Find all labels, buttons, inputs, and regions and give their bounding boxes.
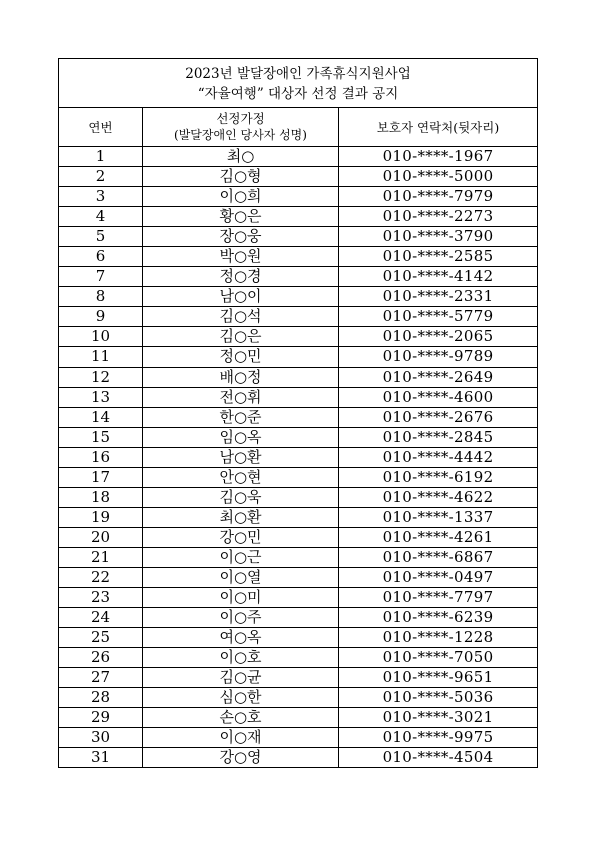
guardian-phone: 010-****-7050 xyxy=(339,648,538,668)
row-number: 6 xyxy=(59,247,143,267)
guardian-phone: 010-****-9651 xyxy=(339,668,538,688)
row-number: 4 xyxy=(59,207,143,227)
table-row xyxy=(59,227,538,247)
header-family-sublabel: (발달장애인 당사자 성명) xyxy=(174,128,307,142)
table-row xyxy=(59,608,538,628)
guardian-phone: 010-****-3790 xyxy=(339,227,538,247)
guardian-phone: 010-****-3021 xyxy=(339,708,538,728)
header-family-label: 선정가정 xyxy=(216,111,265,126)
row-number: 18 xyxy=(59,487,143,507)
table-row xyxy=(59,507,538,527)
table-row xyxy=(59,347,538,367)
family-name: 배○정 xyxy=(143,367,339,387)
family-name: 남○이 xyxy=(143,287,339,307)
guardian-phone: 010-****-2065 xyxy=(339,327,538,347)
family-name: 이○주 xyxy=(143,608,339,628)
family-name: 박○원 xyxy=(143,247,339,267)
guardian-phone: 010-****-4504 xyxy=(339,748,538,768)
guardian-phone: 010-****-2273 xyxy=(339,207,538,227)
table-row xyxy=(59,187,538,207)
row-number: 8 xyxy=(59,287,143,307)
notice-document xyxy=(58,58,537,768)
guardian-phone: 010-****-7979 xyxy=(339,187,538,207)
document-title xyxy=(59,59,538,108)
row-number: 31 xyxy=(59,748,143,768)
row-number: 29 xyxy=(59,708,143,728)
guardian-phone: 010-****-0497 xyxy=(339,567,538,587)
family-name: 남○환 xyxy=(143,447,339,467)
table-row xyxy=(59,307,538,327)
row-number: 28 xyxy=(59,688,143,708)
row-number: 3 xyxy=(59,187,143,207)
header-contact: 보호자 연락처(뒷자리) xyxy=(339,108,538,147)
row-number: 2 xyxy=(59,167,143,187)
table-row xyxy=(59,567,538,587)
family-name: 강○영 xyxy=(143,748,339,768)
guardian-phone: 010-****-2649 xyxy=(339,367,538,387)
family-name: 안○현 xyxy=(143,467,339,487)
row-number: 23 xyxy=(59,588,143,608)
table-row xyxy=(59,327,538,347)
table-row xyxy=(59,748,538,768)
family-name: 장○웅 xyxy=(143,227,339,247)
row-number: 25 xyxy=(59,628,143,648)
guardian-phone: 010-****-2845 xyxy=(339,427,538,447)
row-number: 22 xyxy=(59,567,143,587)
table-row xyxy=(59,247,538,267)
family-name: 김○은 xyxy=(143,327,339,347)
guardian-phone: 010-****-1967 xyxy=(339,147,538,167)
guardian-phone: 010-****-5000 xyxy=(339,167,538,187)
title-row xyxy=(59,59,538,108)
family-name: 최○환 xyxy=(143,507,339,527)
table-row xyxy=(59,387,538,407)
guardian-phone: 010-****-5036 xyxy=(339,688,538,708)
family-name: 최○ xyxy=(143,147,339,167)
row-number: 7 xyxy=(59,267,143,287)
row-number: 5 xyxy=(59,227,143,247)
guardian-phone: 010-****-6867 xyxy=(339,547,538,567)
guardian-phone: 010-****-7797 xyxy=(339,588,538,608)
table-row xyxy=(59,467,538,487)
table-row xyxy=(59,628,538,648)
row-number: 14 xyxy=(59,407,143,427)
guardian-phone: 010-****-6239 xyxy=(339,608,538,628)
guardian-phone: 010-****-2331 xyxy=(339,287,538,307)
table-row xyxy=(59,708,538,728)
row-number: 9 xyxy=(59,307,143,327)
family-name: 이○열 xyxy=(143,567,339,587)
guardian-phone: 010-****-5779 xyxy=(339,307,538,327)
family-name: 황○은 xyxy=(143,207,339,227)
header-row xyxy=(59,108,538,147)
table-row xyxy=(59,688,538,708)
family-name: 이○미 xyxy=(143,588,339,608)
header-family xyxy=(143,108,339,147)
row-number: 26 xyxy=(59,648,143,668)
table-row xyxy=(59,728,538,748)
family-name: 이○호 xyxy=(143,648,339,668)
row-number: 16 xyxy=(59,447,143,467)
table-row xyxy=(59,147,538,167)
family-name: 이○희 xyxy=(143,187,339,207)
results-table xyxy=(58,58,538,768)
table-row xyxy=(59,367,538,387)
title-line-2: “자율여행” 대상자 선정 결과 공지 xyxy=(197,85,399,102)
table-row xyxy=(59,487,538,507)
family-name: 정○경 xyxy=(143,267,339,287)
guardian-phone: 010-****-1228 xyxy=(339,628,538,648)
family-name: 정○민 xyxy=(143,347,339,367)
guardian-phone: 010-****-4142 xyxy=(339,267,538,287)
family-name: 이○재 xyxy=(143,728,339,748)
guardian-phone: 010-****-9975 xyxy=(339,728,538,748)
family-name: 임○옥 xyxy=(143,427,339,447)
table-row xyxy=(59,207,538,227)
table-row xyxy=(59,407,538,427)
table-row xyxy=(59,527,538,547)
table-row xyxy=(59,287,538,307)
guardian-phone: 010-****-4622 xyxy=(339,487,538,507)
family-name: 전○휘 xyxy=(143,387,339,407)
guardian-phone: 010-****-2585 xyxy=(339,247,538,267)
table-row xyxy=(59,167,538,187)
table-row xyxy=(59,547,538,567)
row-number: 27 xyxy=(59,668,143,688)
family-name: 김○균 xyxy=(143,668,339,688)
table-row xyxy=(59,648,538,668)
guardian-phone: 010-****-2676 xyxy=(339,407,538,427)
guardian-phone: 010-****-4600 xyxy=(339,387,538,407)
family-name: 김○욱 xyxy=(143,487,339,507)
family-name: 김○형 xyxy=(143,167,339,187)
guardian-phone: 010-****-9789 xyxy=(339,347,538,367)
table-row xyxy=(59,447,538,467)
row-number: 19 xyxy=(59,507,143,527)
row-number: 24 xyxy=(59,608,143,628)
family-name: 한○준 xyxy=(143,407,339,427)
guardian-phone: 010-****-4442 xyxy=(339,447,538,467)
family-name: 여○옥 xyxy=(143,628,339,648)
row-number: 12 xyxy=(59,367,143,387)
family-name: 김○석 xyxy=(143,307,339,327)
table-row xyxy=(59,267,538,287)
guardian-phone: 010-****-6192 xyxy=(339,467,538,487)
family-name: 강○민 xyxy=(143,527,339,547)
row-number: 13 xyxy=(59,387,143,407)
guardian-phone: 010-****-4261 xyxy=(339,527,538,547)
row-number: 21 xyxy=(59,547,143,567)
guardian-phone: 010-****-1337 xyxy=(339,507,538,527)
header-number: 연번 xyxy=(59,108,143,147)
row-number: 17 xyxy=(59,467,143,487)
row-number: 30 xyxy=(59,728,143,748)
row-number: 10 xyxy=(59,327,143,347)
row-number: 11 xyxy=(59,347,143,367)
row-number: 15 xyxy=(59,427,143,447)
row-number: 1 xyxy=(59,147,143,167)
family-name: 심○한 xyxy=(143,688,339,708)
family-name: 손○호 xyxy=(143,708,339,728)
title-line-1: 2023년 발달장애인 가족휴식지원사업 xyxy=(185,65,411,82)
row-number: 20 xyxy=(59,527,143,547)
table-row xyxy=(59,668,538,688)
family-name: 이○근 xyxy=(143,547,339,567)
table-row xyxy=(59,427,538,447)
table-row xyxy=(59,588,538,608)
